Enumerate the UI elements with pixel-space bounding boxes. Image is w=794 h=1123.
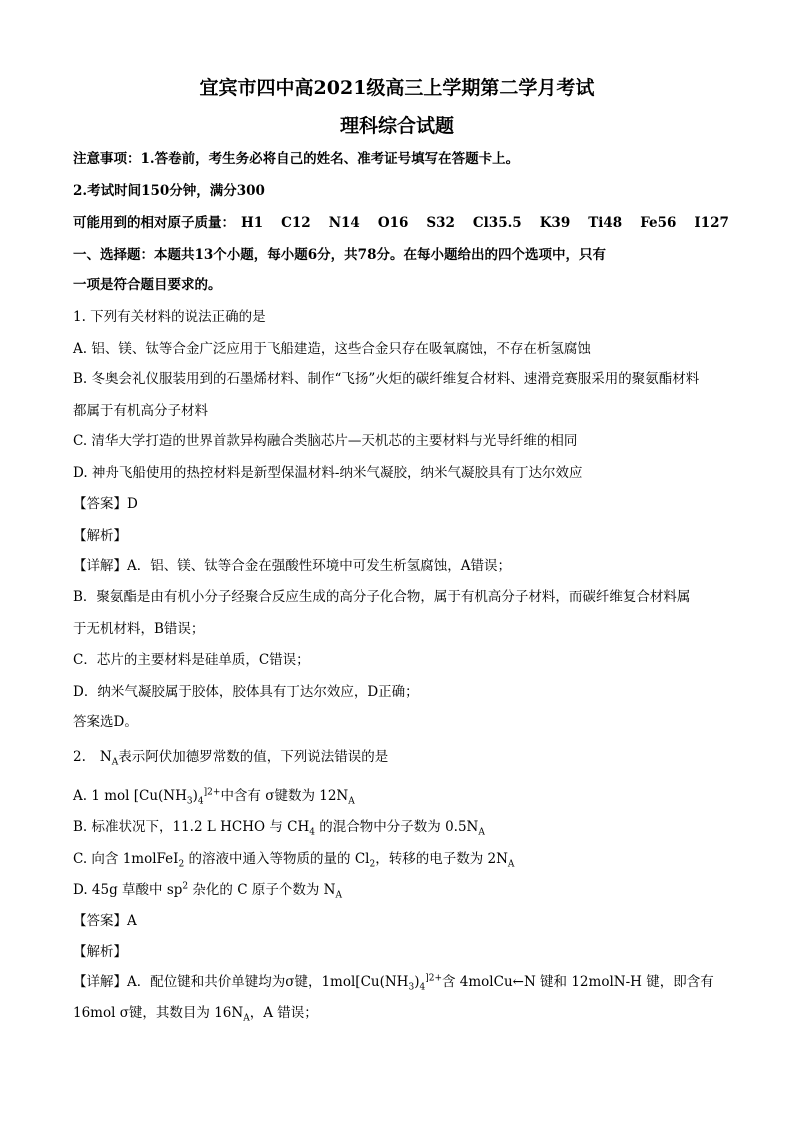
page-title: 宜宾市四中高2021级高三上学期第二学月考试 [199,77,595,99]
atom-mass: O16 [377,215,409,231]
q1-answer: 【答案】D [73,496,138,512]
q2-detail-text: 16mol σ键，其数目为 16N [73,1005,244,1021]
q2-detail-sub: 3 [408,982,415,993]
q2-a-text: A. 1 mol [Cu(NH [73,788,187,804]
q2-a-sub: 4 [197,796,204,807]
q2-c-sub: 2 [369,859,376,870]
q1-option-d: D. 神舟飞船使用的热控材料是新型保温材料-纳米气凝胶，纳米气凝胶具有丁达尔效应 [73,465,583,481]
atom-mass: H1 [241,215,264,231]
q2-c-text: ，转移的电子数为 2N [375,851,508,867]
q2-analysis-label: 【解析】 [73,944,127,960]
q2-b-text: B. 标准状况下，11.2 L HCHO 与 CH [73,819,310,835]
notes-line-1: 注意事项：1.答卷前，考生务必将自己的姓名、准考证号填写在答题卡上。 [73,151,520,167]
q2-answer: 【答案】A [73,913,137,929]
q2-number: 2. [73,749,86,765]
section-heading-line-2: 一项是符合题目要求的。 [73,277,222,293]
atom-mass: Cl35.5 [472,215,522,231]
q2-detail-sub: 4 [419,982,426,993]
atom-mass: N14 [328,215,360,231]
q2-option-d [73,881,342,899]
q1-stem: 1. 下列有关材料的说法正确的是 [73,309,266,325]
q2-option-c [73,850,514,868]
q2-a-text: 中含有 σ键数为 12N [220,788,349,804]
q2-stem-text: 表示阿伏加德罗常数的值，下列说法错误的是 [118,749,389,765]
q2-d-text: D. 45g 草酸中 sp [73,882,183,898]
q2-detail-text: 含 4molCu←N 键和 12molN-H 键，即含有 [441,974,714,990]
q2-c-sub: A [507,859,515,870]
q2-na-subscript: A [111,757,119,768]
q2-stem [73,748,388,766]
atom-mass: Fe56 [640,215,677,231]
q2-detail-sub: A [243,1013,250,1024]
q2-c-text: C. 向含 1molFeI [73,851,179,867]
q2-detail-sup: ]2+ [425,973,442,984]
q2-d-sub: A [335,890,342,901]
q1-detail-2: B．聚氨酯是由有机小分子经聚合反应生成的高分子化合物，属于有机高分子材料，而碳纤维复合材料属 [73,589,691,605]
atom-mass: S32 [426,215,455,231]
atom-mass: C12 [281,215,311,231]
atom-mass: I127 [694,215,729,231]
notes-line-2: 2.考试时间150分钟，满分300 [73,183,265,199]
q2-c-sub: 2 [178,859,185,870]
q2-detail-text: ，A 错误； [249,1005,318,1021]
atomic-masses [73,214,747,232]
q2-option-a [73,787,355,805]
q2-a-sup: ]2+ [203,787,221,798]
q2-a-sub: A [348,796,355,807]
q1-detail-1: 【详解】A．铝、镁、钛等合金在强酸性环境中可发生析氢腐蚀，A错误； [73,558,511,574]
q2-detail-text: ) [414,974,420,990]
q2-c-text: 的溶液中通入等物质的量的 Cl [184,851,370,867]
q2-a-sub: 3 [186,796,193,807]
q1-analysis-label: 【解析】 [73,528,127,544]
atom-mass: K39 [539,215,571,231]
q2-detail-2 [73,1004,318,1022]
atomic-masses-label: 可能用到的相对原子质量： [73,215,235,231]
atom-mass: Ti48 [588,215,623,231]
q2-b-text: 的混合物中分子数为 0.5N [314,819,479,835]
q1-conclusion: 答案选D。 [73,714,138,730]
q1-option-b-line-2: 都属于有机高分子材料 [73,403,208,419]
q2-option-b [73,818,485,836]
q1-option-c: C. 清华大学打造的世界首款异构融合类脑芯片—天机芯的主要材料与光导纤维的相同 [73,433,578,449]
q1-detail-3: 于无机材料，B错误； [73,621,205,637]
q2-d-sup: 2 [182,881,189,892]
q1-option-b-line-1: B. 冬奥会礼仪服装用到的石墨烯材料、制作“飞扬”火炬的碳纤维复合材料、速滑竞赛服采用的聚氨酯材料 [73,371,700,387]
q2-b-sub: A [478,827,485,838]
q2-detail-text: 【详解】A．配位键和共价单键均为σ键，1mol[Cu(NH [73,974,409,990]
q2-a-text: ) [192,788,198,804]
page-subtitle: 理科综合试题 [339,115,454,137]
q1-option-a: A. 铝、镁、钛等合金广泛应用于飞船建造，这些合金只存在吸氧腐蚀，不存在析氢腐蚀 [73,341,591,357]
q2-na-symbol: N [99,749,112,765]
q2-detail-1 [73,973,714,991]
q2-b-sub: 4 [309,827,315,838]
q1-detail-4: C．芯片的主要材料是硅单质，C错误； [73,652,310,668]
q1-detail-5: D．纳米气凝胶属于胶体，胶体具有丁达尔效应，D正确； [73,684,419,700]
q2-d-text: 杂化的 C 原子个数为 N [188,882,336,898]
section-heading-line-1: 一、选择题：本题共13个小题，每小题6分，共78分。在每小题给出的四个选项中，只有 [73,247,606,263]
